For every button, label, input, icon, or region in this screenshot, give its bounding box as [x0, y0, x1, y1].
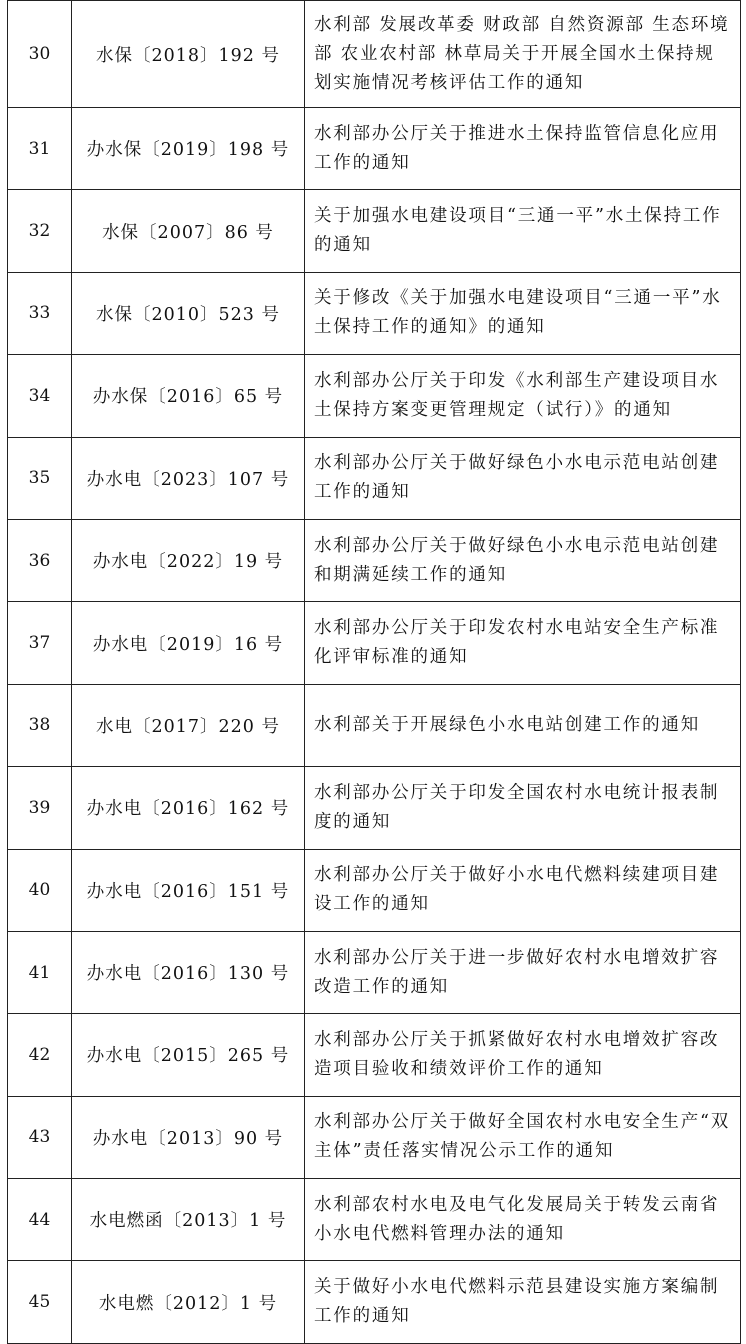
- document-title: 水利部办公厅关于做好绿色小水电示范电站创建和期满延续工作的通知: [305, 519, 741, 601]
- row-number: 44: [8, 1179, 72, 1261]
- document-title: 水利部办公厅关于印发全国农村水电统计报表制度的通知: [305, 767, 741, 849]
- table-row: [8, 190, 741, 272]
- table-row: [8, 849, 741, 931]
- row-number: 40: [8, 849, 72, 931]
- row-number: 45: [8, 1261, 72, 1343]
- row-number: 41: [8, 931, 72, 1013]
- document-code: 水保〔2018〕192 号: [72, 1, 305, 108]
- document-code: 办水电〔2016〕151 号: [72, 849, 305, 931]
- row-number: 32: [8, 190, 72, 272]
- row-number: 35: [8, 437, 72, 519]
- document-code: 水电燃函〔2013〕1 号: [72, 1179, 305, 1261]
- document-title: 水利部办公厅关于做好全国农村水电安全生产“双主体”责任落实情况公示工作的通知: [305, 1096, 741, 1178]
- document-title: 水利部办公厅关于抓紧做好农村水电增效扩容改造项目验收和绩效评价工作的通知: [305, 1014, 741, 1096]
- table-row: [8, 767, 741, 849]
- document-code: 水电燃〔2012〕1 号: [72, 1261, 305, 1343]
- document-title: 水利部办公厅关于做好绿色小水电示范电站创建工作的通知: [305, 437, 741, 519]
- table-row: [8, 1179, 741, 1261]
- row-number: 31: [8, 108, 72, 190]
- row-number: 39: [8, 767, 72, 849]
- table-row: [8, 684, 741, 766]
- document-code: 办水电〔2016〕130 号: [72, 931, 305, 1013]
- table-row: [8, 1261, 741, 1343]
- row-number: 34: [8, 355, 72, 437]
- table-row: [8, 1, 741, 108]
- document-code: 办水电〔2023〕107 号: [72, 437, 305, 519]
- table-body: [8, 1, 741, 1344]
- table-row: [8, 355, 741, 437]
- table-row: [8, 108, 741, 190]
- row-number: 36: [8, 519, 72, 601]
- document-code: 办水电〔2022〕19 号: [72, 519, 305, 601]
- document-title: 水利部农村水电及电气化发展局关于转发云南省小水电代燃料管理办法的通知: [305, 1179, 741, 1261]
- document-title: 关于做好小水电代燃料示范县建设实施方案编制工作的通知: [305, 1261, 741, 1343]
- document-code: 水保〔2010〕523 号: [72, 272, 305, 354]
- document-title: 水利部 发展改革委 财政部 自然资源部 生态环境部 农业农村部 林草局关于开展全国水土保持规划实施情况考核评估工作的通知: [305, 1, 741, 108]
- table-row: [8, 272, 741, 354]
- row-number: 33: [8, 272, 72, 354]
- document-table: [7, 0, 741, 1344]
- document-title: 关于加强水电建设项目“三通一平”水土保持工作的通知: [305, 190, 741, 272]
- document-code: 办水电〔2019〕16 号: [72, 602, 305, 684]
- document-code: 办水电〔2015〕265 号: [72, 1014, 305, 1096]
- row-number: 42: [8, 1014, 72, 1096]
- table-row: [8, 519, 741, 601]
- row-number: 37: [8, 602, 72, 684]
- document-title: 水利部办公厅关于做好小水电代燃料续建项目建设工作的通知: [305, 849, 741, 931]
- document-title: 水利部办公厅关于进一步做好农村水电增效扩容改造工作的通知: [305, 931, 741, 1013]
- document-code: 办水保〔2019〕198 号: [72, 108, 305, 190]
- row-number: 38: [8, 684, 72, 766]
- document-code: 办水保〔2016〕65 号: [72, 355, 305, 437]
- table-row: [8, 931, 741, 1013]
- document-code: 水电〔2017〕220 号: [72, 684, 305, 766]
- document-title: 关于修改《关于加强水电建设项目“三通一平”水土保持工作的通知》的通知: [305, 272, 741, 354]
- document-code: 办水电〔2016〕162 号: [72, 767, 305, 849]
- document-code: 水保〔2007〕86 号: [72, 190, 305, 272]
- document-title: 水利部关于开展绿色小水电站创建工作的通知: [305, 684, 741, 766]
- document-code: 办水电〔2013〕90 号: [72, 1096, 305, 1178]
- table-row: [8, 1096, 741, 1178]
- document-title: 水利部办公厅关于推进水土保持监管信息化应用工作的通知: [305, 108, 741, 190]
- table-row: [8, 602, 741, 684]
- row-number: 43: [8, 1096, 72, 1178]
- document-title: 水利部办公厅关于印发农村水电站安全生产标准化评审标准的通知: [305, 602, 741, 684]
- table-row: [8, 437, 741, 519]
- row-number: 30: [8, 1, 72, 108]
- document-title: 水利部办公厅关于印发《水利部生产建设项目水土保持方案变更管理规定（试行）》的通知: [305, 355, 741, 437]
- table-row: [8, 1014, 741, 1096]
